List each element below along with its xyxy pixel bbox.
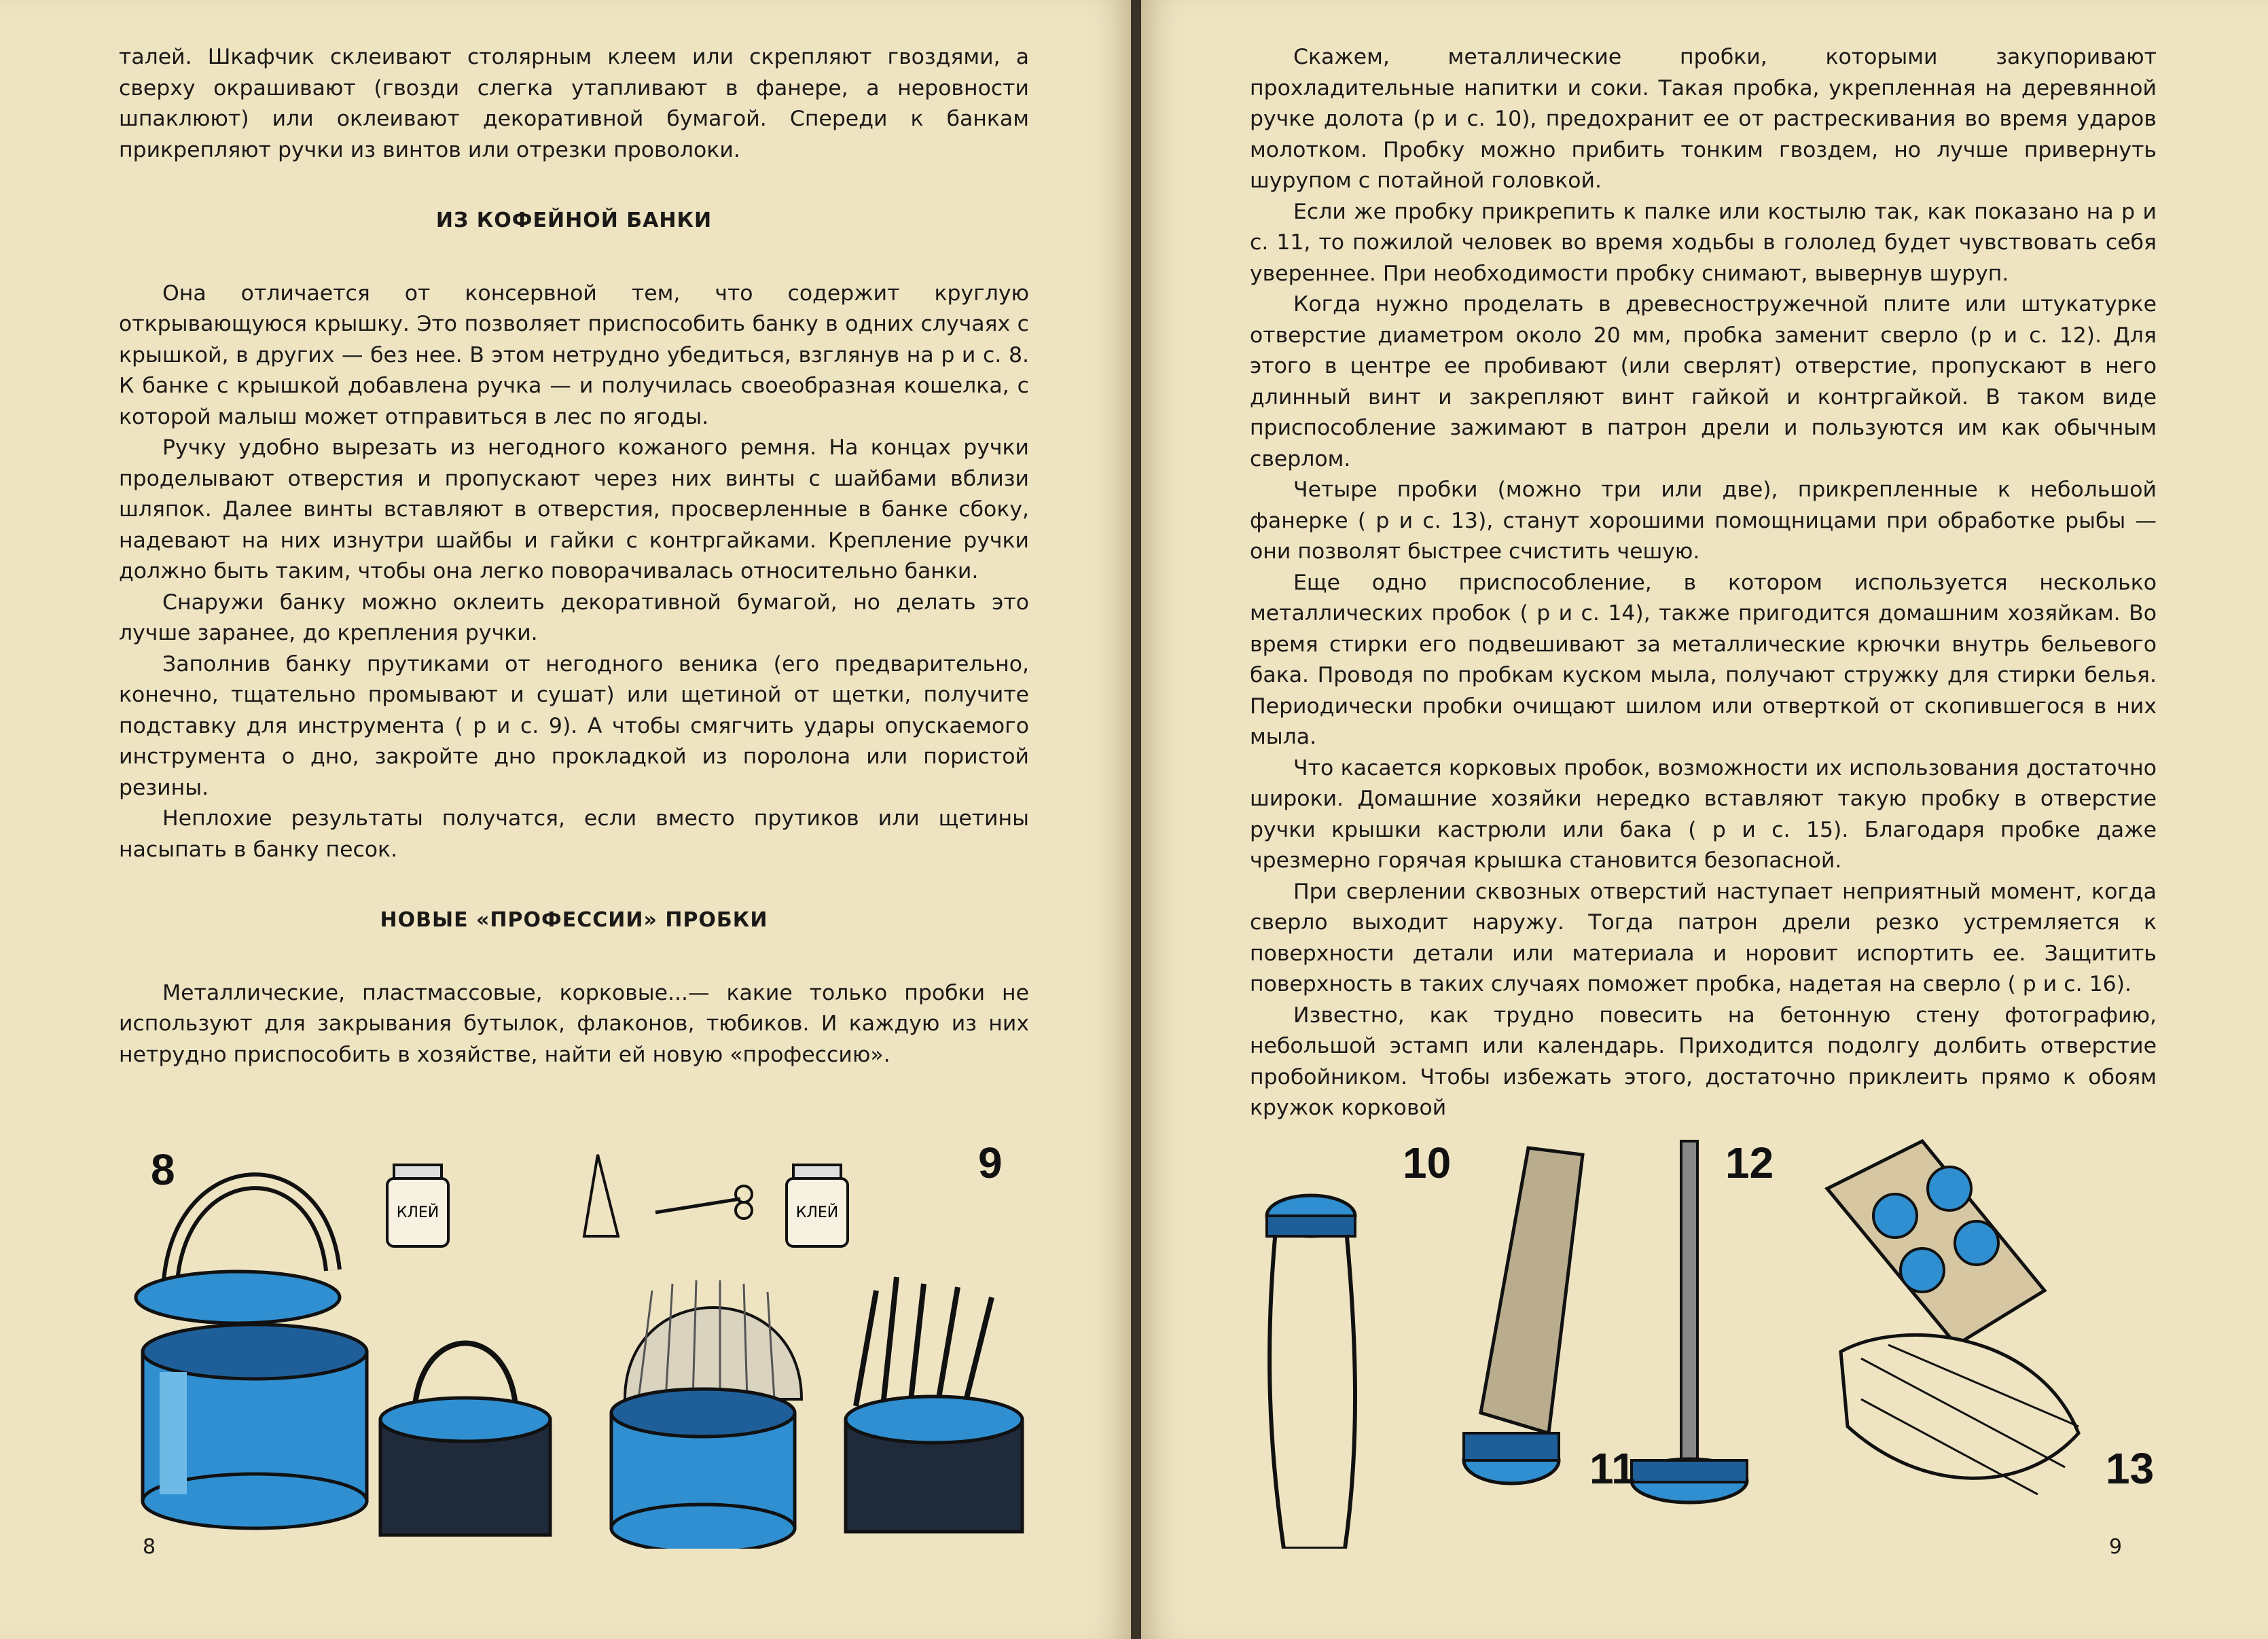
glue-jar-icon bbox=[387, 1165, 448, 1246]
left-figures bbox=[0, 1114, 1131, 1549]
paragraph: Что касается корковых пробок, возможности их использования достаточно широки. Домашние хозяйки нередко вставляют такую пробку в отверстие ручки крышки кастрюли или бака ( р и с. 15). Благодаря пробке даже чрезмерно горячая крышка становится безопасной. bbox=[1250, 755, 2157, 873]
screw-with-cap-drill-figure bbox=[1632, 1141, 1747, 1502]
figures-10-13-illustration bbox=[1141, 1114, 2268, 1549]
paragraph: Снаружи банку можно оклеить декоративной бумагой, но делать это лучше заранее, до крепления ручки. bbox=[119, 590, 1029, 645]
chisel-handle-with-cap-figure bbox=[1267, 1195, 1355, 1549]
paragraph: Неплохие результаты получатся, если вместо прутиков или щетины насыпать в банку песок. bbox=[119, 806, 1029, 862]
broom-and-scissors-icon bbox=[584, 1155, 752, 1236]
glue-label: КЛЕЙ bbox=[396, 1204, 439, 1221]
paragraph: Заполнив банку прутиками от негодного веника (его предварительно, конечно, тщательно промывают и сушат) или щетиной от щетки, получите подставку для инструмента ( р и с. 9). А чтобы смягчить удары опускаемого инструмента о дно, закройте дно прокладкой из поролона или пористой резины. bbox=[119, 651, 1029, 800]
right-page bbox=[1141, 0, 2268, 1639]
figure-8-number: 8 bbox=[151, 1145, 175, 1194]
page-number: 9 bbox=[2109, 1535, 2123, 1559]
book-gutter bbox=[1131, 0, 1141, 1639]
paragraph: Когда нужно проделать в древесностружечной плите или штукатурке отверстие диаметром около 20 мм, пробка заменит сверло (р и с. 12). Для этого в центре ее пробивают (или сверлят) отверстие, пропускают в него длинный винт и закрепляют винт гайкой и контргайкой. В таком виде приспособление зажимают в патрон дрели и пользуются им как обычным сверлом. bbox=[1250, 292, 2157, 471]
paragraph: Металлические, пластмассовые, корковые...— какие только пробки не используют для закрывания бутылок, флаконов, тюбиков. И каждую из них нетрудно приспособить в хозяйстве, найти ей новую «профессию». bbox=[119, 980, 1029, 1067]
paragraph: Известно, как трудно повесить на бетонную стену фотографию, небольшой эстамп или календарь. Приходится подолгу долбить отверстие пробойником. Чтобы избежать этого, достаточно приклеить прямо к обоям кружок корковой bbox=[1250, 1003, 2157, 1120]
right-figures bbox=[1141, 1114, 2268, 1549]
fish-scaler-board-figure bbox=[1827, 1141, 2078, 1494]
figure-11-number: 11 bbox=[1589, 1444, 1636, 1493]
paragraph: Она отличается от консервной тем, что содержит круглую открывающуюся крышку. Это позволяет приспособить банку в одних случаях с крышкой, в других — без нее. В этом нетрудно убедиться, взглянув на р и с. 8. К банке с крышкой добавлена ручка — и получилась своеобразная кошелка, с которой малыш может отправиться в лес по ягоды. bbox=[119, 281, 1029, 429]
section-heading-cork-professions: НОВЫЕ «ПРОФЕССИИ» ПРОБКИ bbox=[380, 908, 768, 932]
can-with-bristles-figure bbox=[611, 1280, 802, 1549]
figure-12-number: 12 bbox=[1725, 1138, 1774, 1187]
paragraph: Еще одно приспособление, в котором используется несколько металлических пробок ( р и с. 14), также пригодится домашним хозяйкам. Во время стирки его подвешивают за металлические крючки внутрь бельевого бака. Проводя по пробкам куском мыла, получают стружку для стирки белья. Периодически пробки очищают шилом или отверткой от скопившегося в них мыла. bbox=[1250, 570, 2157, 749]
figure-13-number: 13 bbox=[2106, 1444, 2155, 1493]
paragraph: талей. Шкафчик склеивают столярным клеем или скрепляют гвоздями, а сверху окрашивают (гвозди слегка утапливают в фанере, а неровности шпаклюют) или оклеивают декоративной бумагой. Спереди к банкам прикрепляют ручки из винтов или отрезки проволоки. bbox=[119, 45, 1029, 162]
paragraph: При сверлении сквозных отверстий наступает неприятный момент, когда сверло выходит наружу. Тогда патрон дрели резко устремляется к поверхности детали или материала и норовит испортить ее. Защитить поверхность в таких случаях поможет пробка, надетая на сверло ( р и с. 16). bbox=[1250, 879, 2157, 996]
page-number: 8 bbox=[143, 1535, 156, 1559]
dark-can-with-wire-handle-figure bbox=[380, 1344, 550, 1536]
right-page-text bbox=[1250, 42, 2157, 1124]
can-with-tools-figure bbox=[846, 1277, 1022, 1532]
paragraph: Ручку удобно вырезать из негодного кожаного ремня. На концах ручки проделывают отверстия и пропускают через них винты с шайбами вблизи шляпок. Далее винты вставляют в отверстия, просверленные в банке сбоку, надевают на них изнутри шайбы и гайки с контргайками. Крепление ручки должно быть таким, чтобы она легко поворачивалась относительно банки. bbox=[119, 435, 1029, 583]
figure-10-number: 10 bbox=[1403, 1138, 1452, 1187]
section-heading-coffee-can: ИЗ КОФЕЙНОЙ БАНКИ bbox=[435, 209, 713, 232]
glue-jar-icon bbox=[787, 1165, 848, 1246]
left-page bbox=[0, 0, 1131, 1639]
walking-stick-with-cap-figure bbox=[1464, 1148, 1583, 1483]
figure-9-number: 9 bbox=[978, 1138, 1003, 1187]
left-page-text bbox=[119, 42, 1029, 1070]
glue-label: КЛЕЙ bbox=[795, 1204, 839, 1221]
paragraph: Четыре пробки (можно три или две), прикрепленные к небольшой фанерке ( р и с. 13), станут хорошими помощницами при обработке рыбы — они позволят быстрее счистить чешую. bbox=[1250, 478, 2157, 564]
coffee-can-with-handle-figure bbox=[136, 1181, 367, 1528]
paragraph: Скажем, металлические пробки, которыми закупоривают прохладительные напитки и соки. Такая пробка, укрепленная на деревянной ручке долота (р и с. 10), предохранит ее от растрескивания во время ударов молотком. Пробку можно прибить тонким гвоздем, но лучше привернуть шурупом с потайной головкой. bbox=[1250, 45, 2157, 193]
paragraph: Если же пробку прикрепить к палке или костылю так, как показано на р и с. 11, то пожилой человек во время ходьбы в гололед будет чувствовать себя увереннее. При необходимости пробку снимают, вывернув шуруп. bbox=[1250, 199, 2157, 286]
